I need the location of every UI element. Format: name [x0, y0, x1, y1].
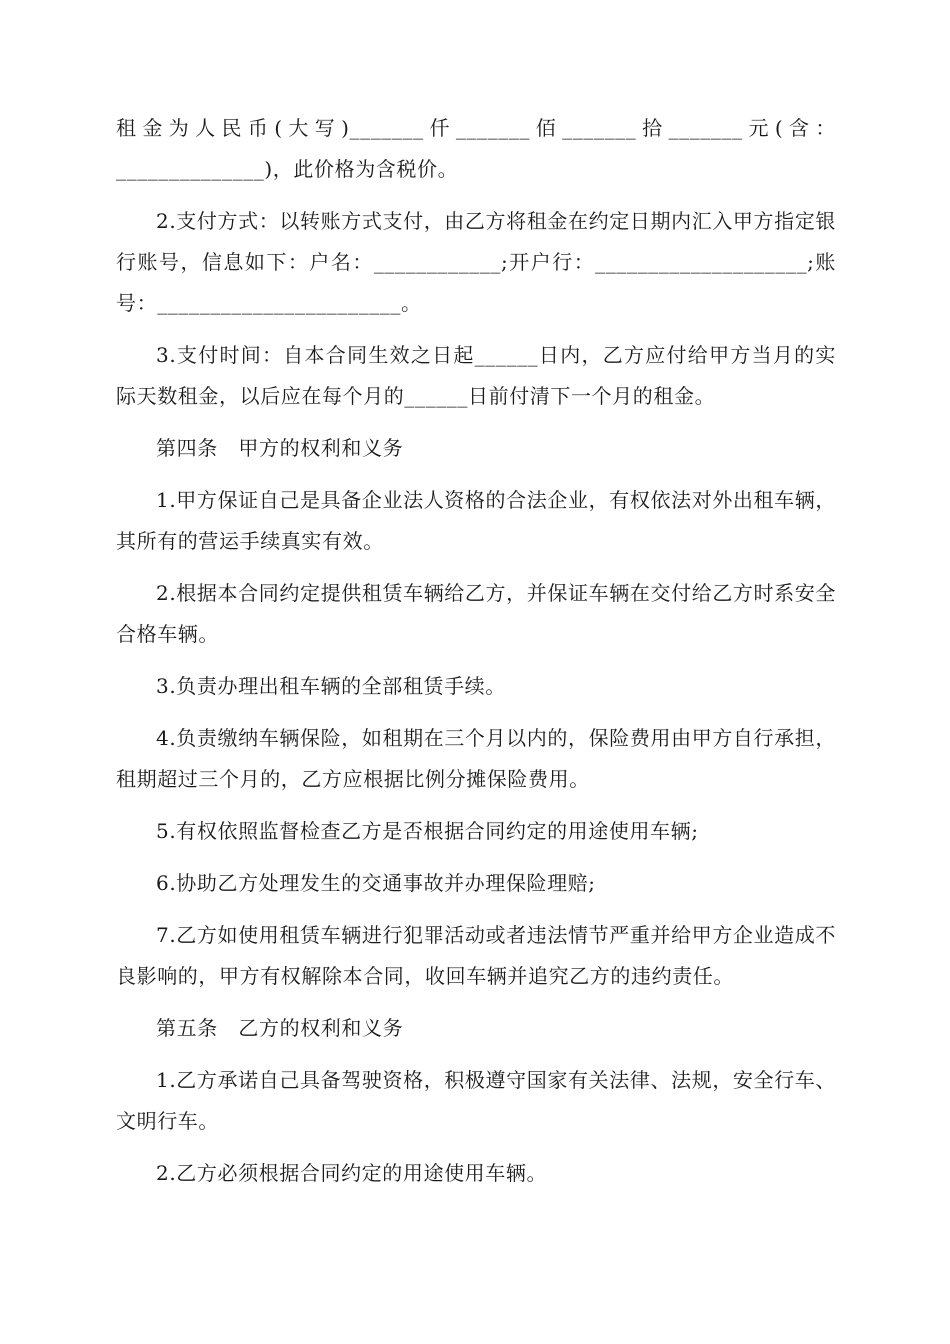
payment-time-paragraph: 3.支付时间：自本合同生效之日起______日内，乙方应付给甲方当月的实际天数租金，以后应在每个月的______日前付清下一个月的租金。: [116, 343, 836, 408]
article-5-clause-1: 1.乙方承诺自己具备驾驶资格，积极遵守国家有关法律、法规，安全行车、文明行车。: [116, 1068, 836, 1133]
document-page: [116, 108, 836, 1205]
article-4-clause-1: 1.甲方保证自己是具备企业法人资格的合法企业，有权依法对外出租车辆，其所有的营运手续真实有效。: [116, 488, 836, 553]
article-4-clause-3: 3.负责办理出租车辆的全部租赁手续。: [156, 674, 506, 698]
article-4-clause-4: 4.负责缴纳车辆保险，如租期在三个月以内的，保险费用由甲方自行承担，租期超过三个月的，乙方应根据比例分摊保险费用。: [116, 726, 836, 791]
article-4-clause-6: 6.协助乙方处理发生的交通事故并办理保险理赔;: [156, 871, 596, 895]
article-4-heading: 第四条 甲方的权利和义务: [156, 436, 404, 460]
article-4-clause-7: 7.乙方如使用租赁车辆进行犯罪活动或者违法情节严重并给甲方企业造成不良影响的，甲方有权解除本合同，收回车辆并追究乙方的违约责任。: [116, 923, 836, 988]
article-5-heading: 第五条 乙方的权利和义务: [156, 1016, 404, 1040]
article-5-clause-2: 2.乙方必须根据合同约定的用途使用车辆。: [156, 1161, 548, 1185]
rent-amount-paragraph: 租金为人民币(大写)_______仟_______佰_______拾_______元(含：______________)，此价格为含税价。: [116, 116, 836, 181]
article-4-clause-2: 2.根据本合同约定提供租赁车辆给乙方，并保证车辆在交付给乙方时系安全合格车辆。: [116, 581, 836, 646]
article-4-clause-5: 5.有权依照监督检查乙方是否根据合同约定的用途使用车辆;: [156, 819, 699, 843]
payment-method-paragraph: 2.支付方式：以转账方式支付，由乙方将租金在约定日期内汇入甲方指定银行账号，信息如下：户名：____________;开户行：____________________;账号：_______________________。: [116, 209, 836, 315]
